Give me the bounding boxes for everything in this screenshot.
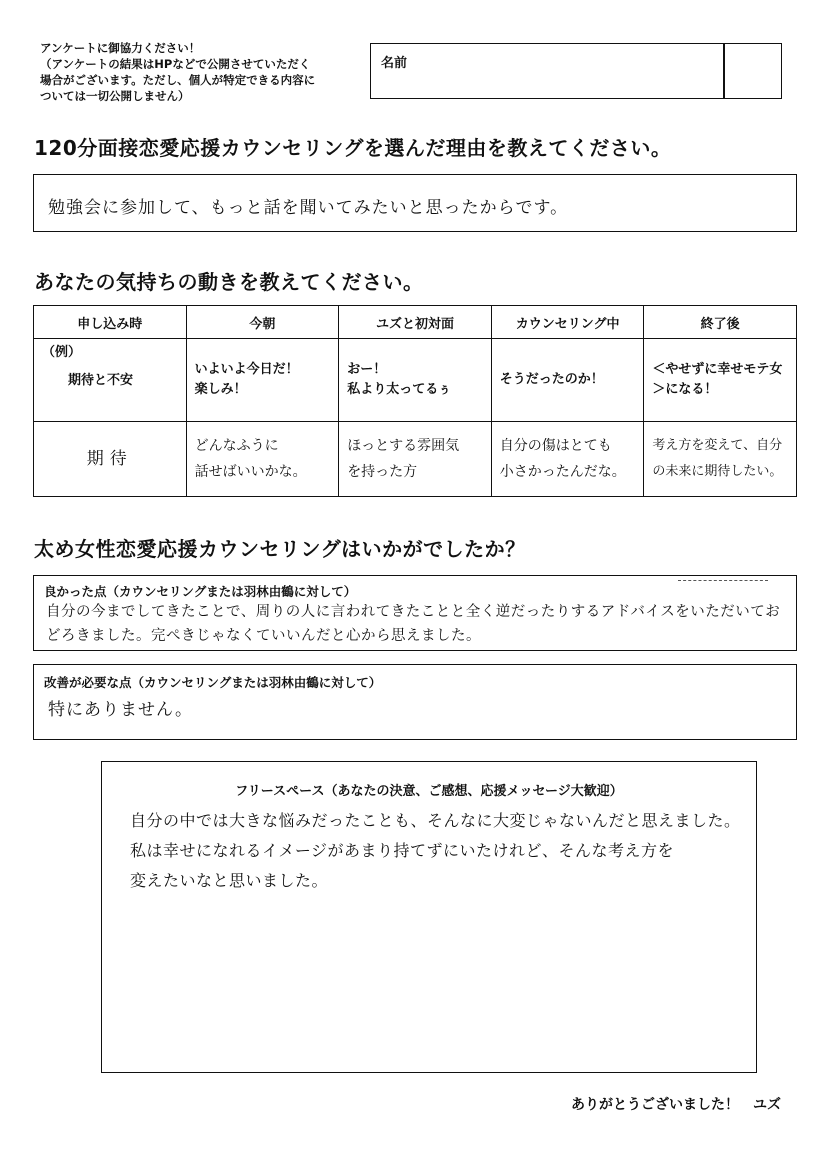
q3-question: 太め女性恋愛応援カウンセリングはいかがでしたか？ <box>34 537 526 561</box>
answer-cell[interactable]: 考え方を変えて、自分 の未来に期待したい。 <box>644 422 797 497</box>
example-text: 期待と不安 <box>68 373 134 388</box>
name-box-divider <box>723 44 725 98</box>
free-space-text: 自分の中では大きな悩みだったことも、そんなに大変じゃないんだと思えました。 私は幸せになれるイメージがあまり持てずにいたけれど、そんな考え方を 変えたいなと思いました。 <box>130 811 741 890</box>
q2-question: あなたの気持ちの動きを教えてください。 <box>34 270 424 294</box>
name-field-box[interactable] <box>370 43 782 99</box>
free-space-title: フリースペース（あなたの決意、ご感想、応援メッセージ大歓迎） <box>235 784 623 799</box>
column-header: ユズと初対面 <box>339 306 492 339</box>
example-cell: ＜やせずに幸せモテ女＞になる！ <box>644 339 797 422</box>
improvement-answer: 特にありません。 <box>48 700 194 720</box>
answer-cell[interactable]: ほっとする雰囲気 を持った方 <box>339 422 492 497</box>
feelings-answer-row <box>34 422 797 497</box>
feelings-header-row <box>34 306 797 339</box>
column-header: 終了後 <box>644 306 797 339</box>
q1-question: 120分面接恋愛応援カウンセリングを選んだ理由を教えてください。 <box>34 136 672 160</box>
answer-cell[interactable]: どんなふうに 話せばいいかな。 <box>186 422 339 497</box>
survey-intro: アンケートに御協力ください！ （アンケートの結果はHPなどで公開させていただく 場合がございます。ただし、個人が特定できる内容に ついては一切公開しません） <box>40 41 316 103</box>
answer-cell[interactable]: 期待 <box>34 422 187 497</box>
good-points-label: 良かった点（カウンセリングまたは羽林由鶴に対して） <box>44 584 357 599</box>
column-header: カウンセリング中 <box>491 306 644 339</box>
example-cell: そうだったのか！ <box>491 339 644 422</box>
thanks-message: ありがとうございました！ ユズ <box>571 1097 781 1113</box>
column-header: 申し込み時 <box>34 306 187 339</box>
example-cell: いよいよ今日だ！ 楽しみ！ <box>186 339 339 422</box>
feelings-table <box>33 305 797 497</box>
q1-answer-box[interactable] <box>33 174 797 232</box>
example-cell: おー！ 私より太ってるぅ <box>339 339 492 422</box>
good-points-answer: 自分の今までしてきたことで、周りの人に言われてきたことと全く逆だったりするアドバイスをいただいておどろきました。完ぺきじゃなくていいんだと心から思えました。 <box>46 604 781 644</box>
example-prefix: （例） <box>42 345 82 360</box>
feelings-example-row <box>34 339 797 422</box>
improvement-label: 改善が必要な点（カウンセリングまたは羽林由鶴に対して） <box>44 675 382 690</box>
improvement-box[interactable] <box>33 664 797 740</box>
free-space-box[interactable] <box>101 761 757 1073</box>
column-header: 今朝 <box>186 306 339 339</box>
answer-cell[interactable]: 自分の傷はとても 小さかったんだな。 <box>491 422 644 497</box>
example-cell <box>34 339 187 422</box>
name-label: 名前 <box>381 56 408 71</box>
good-points-box[interactable] <box>33 575 797 651</box>
q1-answer: 勉強会に参加して、もっと話を聞いてみたいと思ったからです。 <box>48 198 569 218</box>
dashed-rule <box>678 580 768 581</box>
